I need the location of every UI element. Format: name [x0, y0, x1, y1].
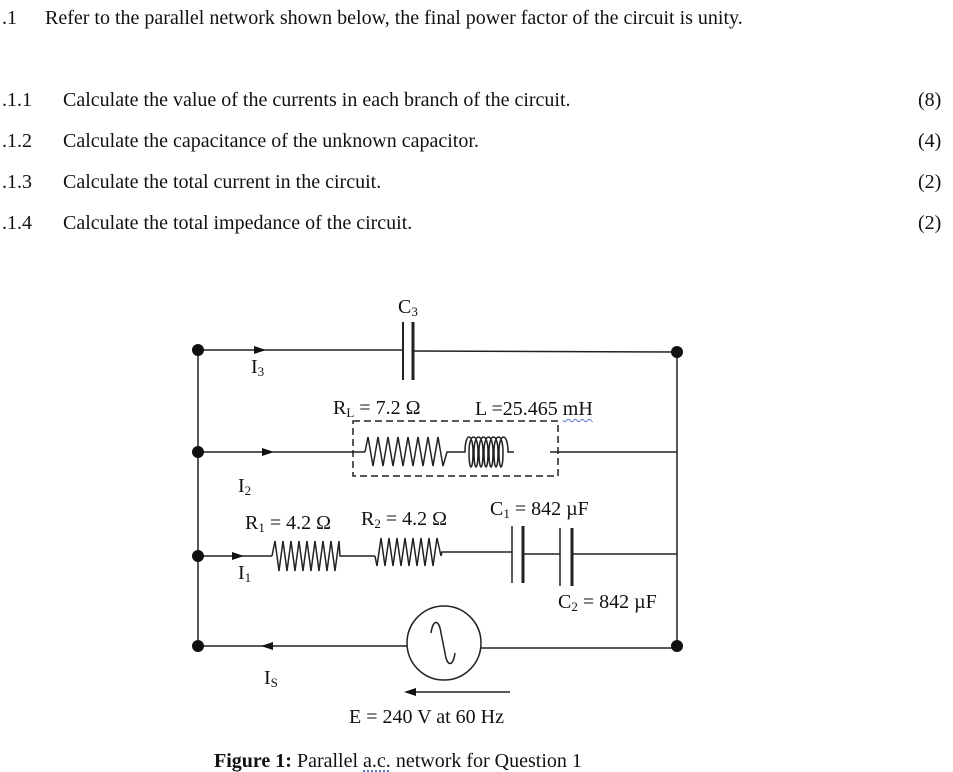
sine-wave-icon	[431, 623, 455, 664]
label-i3	[251, 356, 264, 378]
label-subscript: L	[346, 405, 355, 420]
inductor-l	[455, 437, 514, 467]
label-r1	[245, 512, 331, 534]
subquestion-text: Calculate the value of the currents in each branch of the circuit.	[63, 89, 571, 111]
label-subscript: 1	[258, 520, 265, 535]
subquestion-text: Calculate the total current in the circuit.	[63, 171, 382, 193]
label-symbol: C	[490, 498, 504, 520]
label-i1	[238, 562, 251, 584]
label-subscript: 1	[244, 570, 252, 585]
label-rl	[333, 397, 420, 419]
ac-source	[407, 606, 481, 680]
figure-caption	[214, 750, 582, 772]
node	[192, 446, 204, 458]
label-c2	[558, 591, 657, 613]
label-symbol: R	[245, 512, 259, 534]
caption-text: network for Question 1	[390, 750, 582, 772]
label-symbol: I	[251, 356, 258, 378]
subquestion-number: .1.1	[2, 89, 32, 111]
resistor-rl	[365, 437, 455, 466]
label-unit: mH	[562, 398, 593, 420]
node	[192, 550, 204, 562]
question-text: Refer to the parallel network shown below, the final power factor of the circuit is unity.	[45, 7, 743, 29]
label-value: L =25.465	[475, 398, 563, 420]
subquestion-marks: (2)	[918, 212, 942, 234]
label-symbol: R	[333, 397, 347, 419]
label-symbol: I	[238, 562, 245, 584]
node	[192, 344, 204, 356]
label-i2	[238, 475, 251, 497]
label-symbol: I	[264, 667, 271, 689]
question-number: .1	[2, 7, 17, 29]
subquestion-number: .1.2	[2, 130, 32, 152]
label-subscript: 3	[257, 364, 265, 379]
resistor-r2	[375, 538, 512, 566]
label-subscript: 2	[571, 599, 578, 614]
label-symbol: I	[238, 475, 245, 497]
label-source: E = 240 V at 60 Hz	[349, 706, 504, 728]
arrow-i3-icon	[254, 346, 266, 354]
label-value: = 4.2 Ω	[264, 512, 331, 534]
label-c3	[398, 296, 418, 318]
label-subscript: 2	[374, 516, 381, 531]
caption-text: Parallel	[291, 750, 364, 772]
label-value: = 842 µF	[577, 591, 657, 613]
label-subscript: 3	[411, 304, 418, 319]
node	[671, 640, 683, 652]
label-is	[264, 667, 278, 689]
label-symbol: C	[558, 591, 572, 613]
arrow-i1-icon	[232, 552, 244, 560]
label-value: = 842 µF	[509, 498, 589, 520]
label-c1	[490, 498, 589, 520]
resistor-r1	[272, 541, 375, 571]
label-value: = 4.2 Ω	[380, 508, 447, 530]
label-subscript: S	[270, 675, 278, 690]
label-subscript: 1	[503, 506, 510, 521]
label-r2	[361, 508, 447, 530]
subquestion-marks: (2)	[918, 171, 942, 193]
arrow-is-icon	[261, 642, 273, 650]
wire	[413, 351, 677, 352]
subquestion-text: Calculate the total impedance of the circuit.	[63, 212, 413, 234]
subquestion-number: .1.3	[2, 171, 32, 193]
subquestion-marks: (4)	[918, 130, 942, 152]
coil-dashed-box	[353, 421, 558, 476]
label-symbol: C	[398, 296, 412, 318]
label-symbol: R	[361, 508, 375, 530]
arrow-i2-icon	[262, 448, 274, 456]
caption-text: a.c.	[363, 750, 391, 772]
label-l	[475, 398, 593, 420]
subquestion-marks: (8)	[918, 89, 942, 111]
label-subscript: 2	[244, 483, 252, 498]
caption-label: Figure 1:	[214, 750, 292, 772]
node	[671, 346, 683, 358]
arrow-e-icon	[404, 688, 416, 696]
label-value: = 7.2 Ω	[354, 397, 421, 419]
node	[192, 640, 204, 652]
subquestion-number: .1.4	[2, 212, 32, 234]
subquestion-text: Calculate the capacitance of the unknown capacitor.	[63, 130, 479, 152]
